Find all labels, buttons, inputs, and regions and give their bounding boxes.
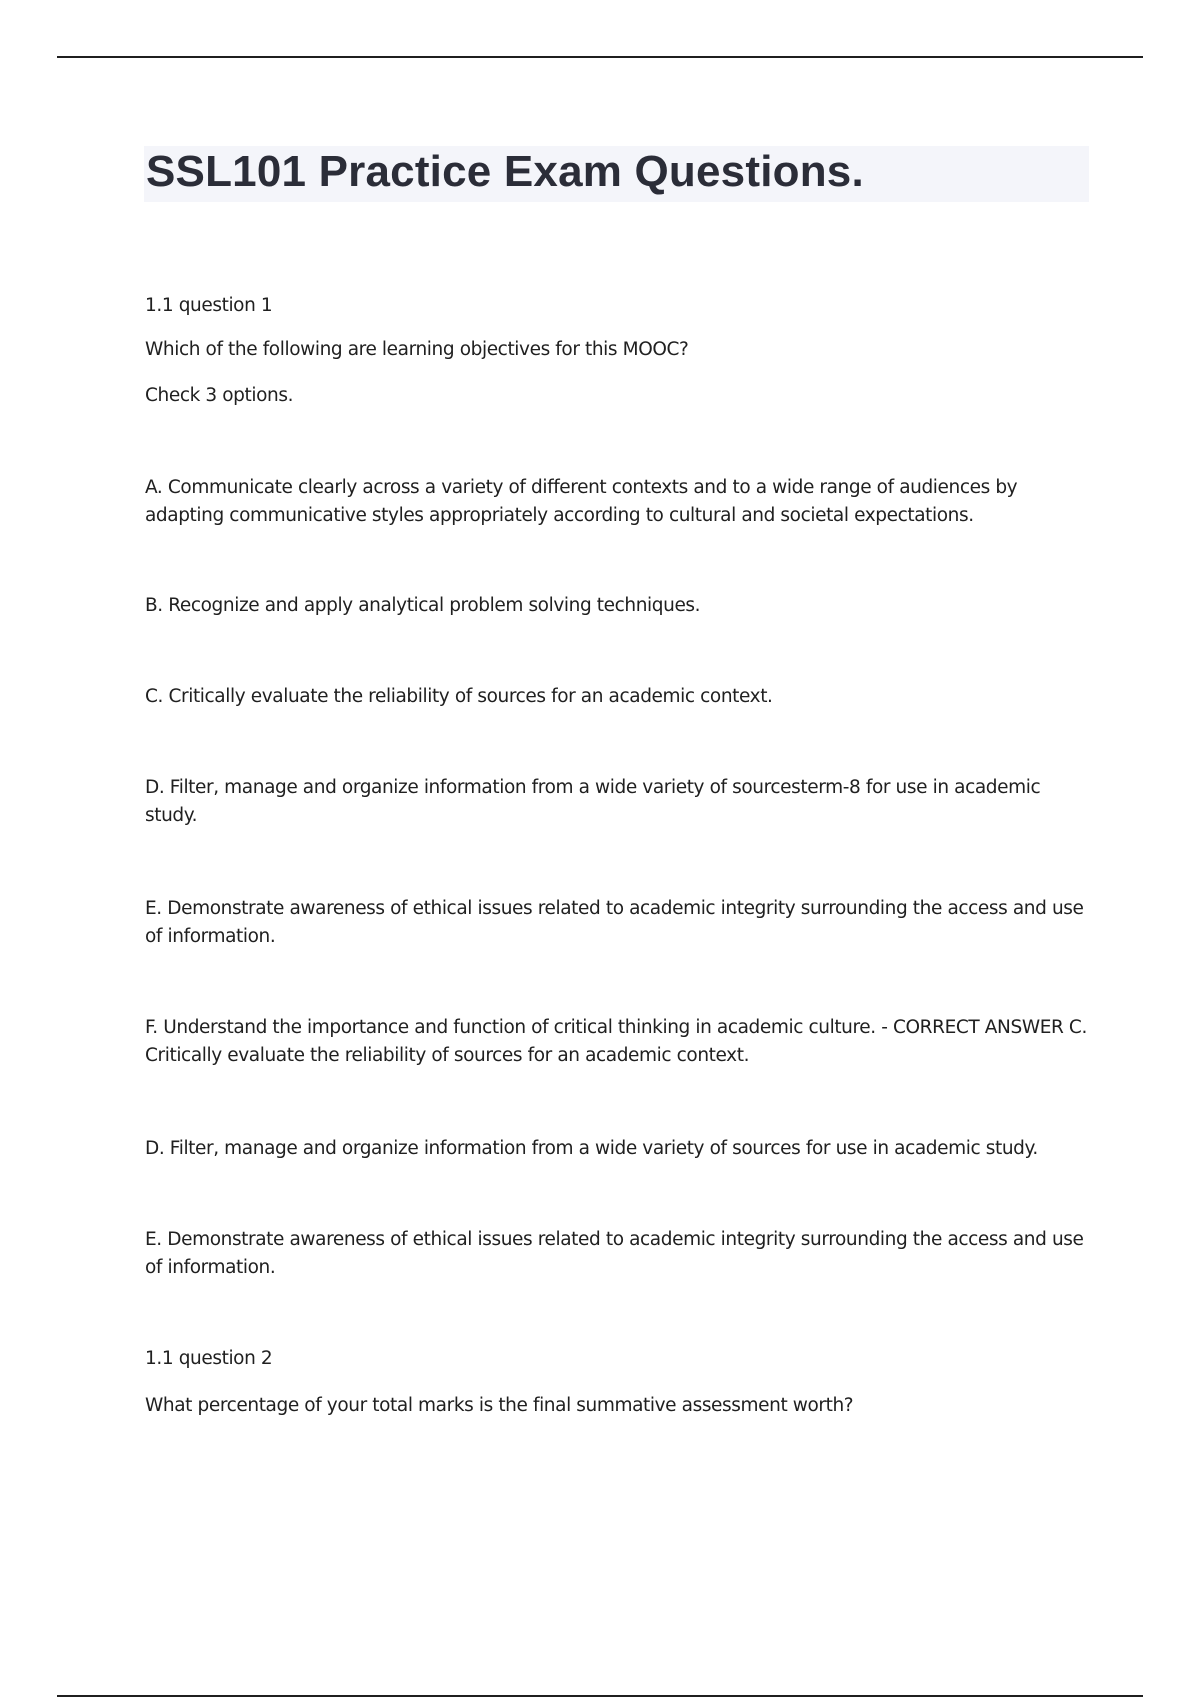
option-e: E. Demonstrate awareness of ethical issues related to academic integrity surrounding the access and use of information. [145, 898, 1084, 947]
answer-e: E. Demonstrate awareness of ethical issues related to academic integrity surrounding the access and use of information. [145, 1229, 1084, 1278]
option-b: B. Recognize and apply analytical problem solving techniques. [145, 595, 701, 616]
option-d: D. Filter, manage and organize information from a wide variety of sourcesterm-8 for use in academic study. [145, 777, 1041, 826]
answer-d: D. Filter, manage and organize information from a wide variety of sources for use in academic study. [145, 1138, 1038, 1159]
question-1-heading: 1.1 question 1 [145, 295, 273, 316]
document-title: SSL101 Practice Exam Questions. [146, 147, 864, 196]
question-2-prompt: What percentage of your total marks is the final summative assessment worth? [145, 1395, 854, 1416]
option-a: A. Communicate clearly across a variety of different contexts and to a wide range of audiences by adapting communicative styles appropriately according to cultural and societal expectations. [145, 477, 1018, 526]
question-1-instruction: Check 3 options. [145, 385, 294, 406]
bottom-rule [57, 1695, 1143, 1697]
option-f-with-answer: F. Understand the importance and function of critical thinking in academic culture. - CORRECT ANSWER C. Critically evaluate the reliability of sources for an academic context. [145, 1017, 1087, 1066]
top-rule [57, 56, 1143, 58]
option-c: C. Critically evaluate the reliability of sources for an academic context. [145, 686, 773, 707]
question-2-heading: 1.1 question 2 [145, 1348, 273, 1369]
question-1-prompt: Which of the following are learning objectives for this MOOC? [145, 339, 689, 360]
